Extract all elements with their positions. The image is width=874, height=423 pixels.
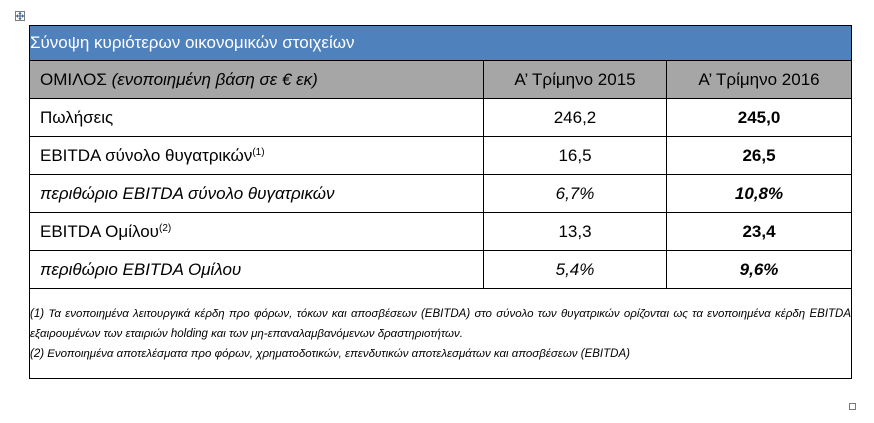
footnote-1: (1) Τα ενοποιημένα λειτουργικά κέρδη προ φόρων, τόκων και αποσβέσεων (EBITDA) στο σύνολο των θυγατρικών ορίζονται ως τα ενοποιημένα κέρδη EBITDA εξαιρουμένων των εταιριών holding και των μη-επαναλαμβανόμενων δραστηριοτήτων. bbox=[30, 307, 852, 340]
financial-summary-table bbox=[29, 25, 852, 379]
row-label-cell bbox=[30, 99, 484, 137]
row-label: Πωλήσεις bbox=[40, 107, 114, 127]
table-notes-row bbox=[30, 289, 852, 379]
table-row bbox=[30, 175, 852, 213]
table-row bbox=[30, 213, 852, 251]
row-value-2016: 245,0 bbox=[667, 99, 852, 137]
table-row bbox=[30, 99, 852, 137]
header-group-label: ΟΜΙΛΟΣ bbox=[40, 69, 107, 89]
row-value-2016: 10,8% bbox=[667, 175, 852, 213]
row-value-2015: 13,3 bbox=[484, 213, 667, 251]
table-resize-handle-icon[interactable] bbox=[849, 403, 856, 410]
footnote-2: (2) Ενοποιημένα αποτελέσματα προ φόρων, χρηματοδοτικών, επενδυτικών αποτελεσμάτων και αποσβέσεων (EBITDA) bbox=[30, 347, 630, 360]
row-label-cell bbox=[30, 213, 484, 251]
table-move-handle-icon[interactable] bbox=[15, 11, 25, 21]
row-value-2015: 5,4% bbox=[484, 251, 667, 289]
table-row bbox=[30, 251, 852, 289]
row-value-2015: 246,2 bbox=[484, 99, 667, 137]
table-notes bbox=[30, 289, 852, 379]
header-group-cell bbox=[30, 61, 484, 99]
row-label: EBITDA σύνολο θυγατρικών bbox=[40, 145, 253, 165]
row-value-2016: 26,5 bbox=[667, 137, 852, 175]
row-value-2016: 23,4 bbox=[667, 213, 852, 251]
row-label-cell bbox=[30, 175, 484, 213]
header-group-basis: (ενοποιημένη βάση σε € εκ) bbox=[111, 69, 318, 89]
table-header-row bbox=[30, 61, 852, 99]
footnote-ref: (1) bbox=[252, 146, 265, 158]
row-label: περιθώριο EBITDA σύνολο θυγατρικών bbox=[40, 183, 335, 203]
header-col-2016: Α’ Τρίμηνο 2016 bbox=[667, 61, 852, 99]
table-title-row bbox=[30, 26, 852, 61]
row-label-cell bbox=[30, 251, 484, 289]
table-title: Σύνοψη κυριότερων οικονομικών στοιχείων bbox=[30, 26, 852, 61]
row-value-2015: 16,5 bbox=[484, 137, 667, 175]
row-value-2016: 9,6% bbox=[667, 251, 852, 289]
row-label: EBITDA Ομίλου bbox=[40, 221, 159, 241]
row-label-cell bbox=[30, 137, 484, 175]
row-label: περιθώριο EBITDA Ομίλου bbox=[40, 259, 242, 279]
table-row bbox=[30, 137, 852, 175]
header-col-2015: Α’ Τρίμηνο 2015 bbox=[484, 61, 667, 99]
row-value-2015: 6,7% bbox=[484, 175, 667, 213]
footnote-ref: (2) bbox=[158, 222, 172, 234]
